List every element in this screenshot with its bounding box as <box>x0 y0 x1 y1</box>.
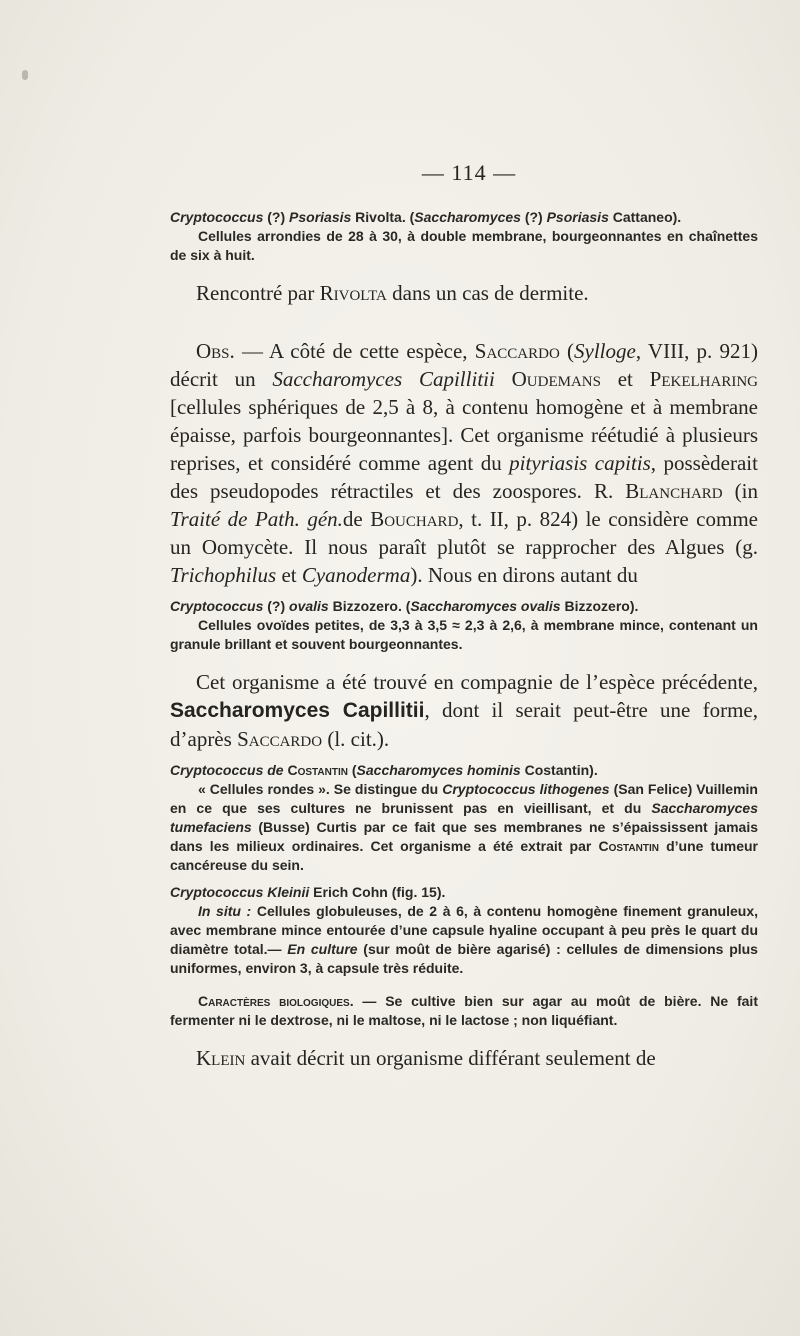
ink-spot <box>22 70 28 80</box>
author-name: Oudemans <box>511 367 601 391</box>
text: Cet organisme a été trouvé en compagnie de l’espèce précédente, <box>196 670 758 694</box>
text: Bizzozero. ( <box>328 598 411 614</box>
text: — Se cultive bien sur agar au moût de bière. Ne fait fermenter ni le dextrose, ni le maltose, ni le lactose ; non liquéfiant. <box>170 993 758 1028</box>
text: — A côté de cette espèce, <box>234 339 475 363</box>
description-kleinii <box>170 902 758 978</box>
author-name: Klein <box>196 1046 246 1070</box>
genus-name: Cryptococcus <box>170 209 264 225</box>
author-name: Rivolta <box>319 281 387 305</box>
text: , VIII, p. 921) décrit un <box>170 339 759 391</box>
text: (in <box>722 479 758 503</box>
species-name: Psoriasis <box>289 209 352 225</box>
text: Rencontré par <box>196 281 320 305</box>
work-title: Traité de Path. gén. <box>170 507 343 531</box>
text: (Busse) Curtis par ce fait que ses membranes ne s’épaississent jamais dans les milieux ordinaires. Cet organisme a été extrait par <box>170 819 758 854</box>
text: Rivolta. ( <box>351 209 415 225</box>
text: avait décrit un organisme différant seulement de <box>245 1046 656 1070</box>
text: , dont il serait peut-être une forme, d’après <box>170 698 758 751</box>
paragraph-klein <box>170 1044 758 1072</box>
taxon-heading-costantin <box>170 761 758 780</box>
synonym-species: Psoriasis <box>546 209 609 225</box>
text: [cellules sphériques de 2,5 à 8, à contenu homogène et à membrane épaisse, parfois bourgeonnantes]. Cet organisme réétudié à plusieurs reprises, et considéré comme agent du <box>170 395 758 475</box>
genus-name: Cryptococcus de <box>170 762 288 778</box>
author-name: Bouchard <box>370 507 459 531</box>
genus-name: Trichophilus <box>170 563 277 587</box>
page-number: — 114 — <box>421 160 517 185</box>
text: ( <box>559 339 575 363</box>
text: Cattaneo). <box>608 209 682 225</box>
species-name: ovalis <box>289 598 329 614</box>
text: Cellules globuleuses, de 2 à 6, à contenu homogène finement granuleux, avec membrane mince entourée d’une capsule hyaline occupant à peu près le quart du diamètre total.— <box>170 903 758 957</box>
work-title: Sylloge <box>574 339 636 363</box>
text: (?) <box>520 209 547 225</box>
page-content <box>170 160 758 1072</box>
synonym-name: Saccharomyces ovalis <box>410 598 561 614</box>
author-name: Saccardo <box>237 727 323 751</box>
text: ). Nous en dirons autant du <box>410 563 638 587</box>
author-name: Saccardo <box>474 339 560 363</box>
genus-name: Cyanoderma <box>301 563 411 587</box>
genus-name: Cryptococcus <box>170 598 264 614</box>
text: et <box>600 367 650 391</box>
description-costantin <box>170 780 758 875</box>
text: Erich Cohn (fig. 15). <box>309 884 446 900</box>
description-psoriasis: Cellules arrondies de 28 à 30, à double membrane, bourgeonnantes en chaînettes de six à huit. <box>170 228 758 263</box>
paragraph-observation <box>170 337 758 589</box>
description-ovalis: Cellules ovoïdes petites, de 3,3 à 3,5 ≈ 2,3 à 2,6, à membrane mince, contenant un granule brillant et souvent bourgeonnantes. <box>170 617 758 652</box>
in-situ-label: In situ : <box>198 903 252 919</box>
paragraph-organisme <box>170 668 758 753</box>
taxon-heading-ovalis <box>170 597 758 616</box>
author-name: Pekelharing <box>649 367 759 391</box>
text: (San Felice) Vuillemin en ce que ses cultures ne brunissent pas en vieillisant, et du <box>170 781 758 816</box>
author-name: Blanchard <box>625 479 723 503</box>
taxon-name: Saccharomyces tumefaciens <box>170 800 758 835</box>
text: Bizzozero). <box>560 598 639 614</box>
text: et <box>276 563 302 587</box>
disease-name: pityriasis capitis <box>509 451 651 475</box>
taxon-name: Cryptococcus Kleinii <box>170 884 310 900</box>
text: ( <box>347 762 357 778</box>
text: , possèderait des pseudopodes rétractiles et des zoospores. R. <box>170 451 758 503</box>
taxon-heading-psoriasis <box>170 208 758 227</box>
text: de <box>342 507 371 531</box>
text: (sur moût de bière agarisé) : cellules de dimensions plus uniformes, environ 3, à capsule très réduite. <box>170 941 758 976</box>
text: (?) <box>263 209 290 225</box>
text <box>495 367 512 391</box>
synonym-genus: Saccharomyces <box>414 209 521 225</box>
synonym-name: Saccharomyces hominis <box>356 762 521 778</box>
section-label: Caractères biologiques. <box>198 993 354 1009</box>
text: dans un cas de dermite. <box>386 281 589 305</box>
biological-characters <box>170 992 758 1030</box>
taxon-name: Cryptococcus lithogenes <box>442 781 610 797</box>
obs-label: Obs. <box>196 339 235 363</box>
taxon-heading-kleinii <box>170 883 758 902</box>
text: (?) <box>263 598 290 614</box>
text: « Cellules rondes ». Se distingue du <box>198 781 443 797</box>
text: Costantin). <box>520 762 598 778</box>
author-name: Costantin <box>598 838 659 854</box>
paragraph-rencontre <box>170 279 758 307</box>
culture-label: En culture <box>287 941 358 957</box>
taxon-name: Saccharomyces Capillitii <box>272 367 495 391</box>
text: d’une tumeur cancéreuse du sein. <box>170 838 758 873</box>
text: (l. cit.). <box>322 727 390 751</box>
text: , t. II, p. 824) le considère comme un Oomycète. Il nous paraît plutôt se rapprocher des Algues (g. <box>170 507 758 559</box>
taxon-name-bold: Saccharomyces Capillitii <box>170 699 425 722</box>
author-name: Costantin <box>287 762 348 778</box>
